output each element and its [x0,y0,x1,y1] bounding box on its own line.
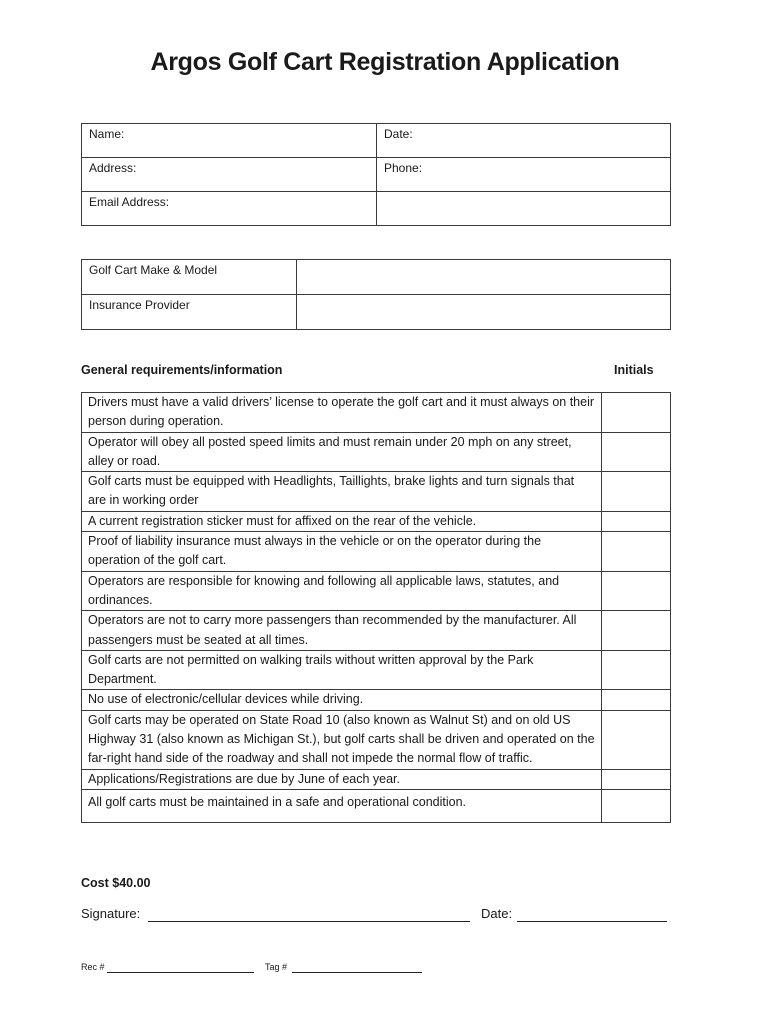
initials-field[interactable] [602,690,671,710]
initials-field[interactable] [602,650,671,690]
empty-cell [377,192,671,226]
rec-line[interactable] [107,972,254,973]
requirement-text: Golf carts must be equipped with Headlights, Taillights, brake lights and turn signals that are in working order [82,472,602,512]
initials-field[interactable] [602,769,671,789]
requirement-row [82,511,671,531]
requirement-row [82,710,671,769]
rec-label: Rec # [81,962,105,972]
requirement-row [82,571,671,611]
initials-heading: Initials [614,363,654,377]
make-model-field[interactable] [297,260,671,295]
requirement-text: No use of electronic/cellular devices while driving. [82,690,602,710]
signature-label: Signature: [81,906,141,921]
initials-field[interactable] [602,393,671,433]
requirement-text: Golf carts may be operated on State Road 10 (also known as Walnut St) and on old US Highway 31 (also known as Michigan St.), but golf carts shall be driven and operated on the far-right hand side of the roadway and shall not impede the normal flow of traffic. [82,710,602,769]
email-field[interactable]: Email Address: [82,192,377,226]
contact-info-table [81,123,671,226]
requirement-row [82,532,671,572]
requirement-text: Drivers must have a valid drivers’ license to operate the golf cart and it must always on their person during operation. [82,393,602,433]
requirement-row [82,611,671,651]
requirements-table [81,392,671,823]
requirement-row [82,769,671,789]
page-title: Argos Golf Cart Registration Application [150,48,620,76]
requirement-row [82,472,671,512]
initials-field[interactable] [602,472,671,512]
initials-field[interactable] [602,511,671,531]
initials-field[interactable] [602,710,671,769]
cost-label: Cost $40.00 [81,876,151,890]
cart-info-table [81,259,671,330]
requirements-heading: General requirements/information [81,363,283,377]
address-field[interactable]: Address: [82,158,377,192]
requirement-text: All golf carts must be maintained in a safe and operational condition. [82,789,602,822]
phone-field[interactable]: Phone: [377,158,671,192]
signature-line[interactable] [148,921,470,922]
requirement-row [82,432,671,472]
requirement-text: Operators are responsible for knowing and following all applicable laws, statutes, and ordinances. [82,571,602,611]
insurance-field[interactable] [297,295,671,330]
requirement-row [82,393,671,433]
make-model-label: Golf Cart Make & Model [82,260,297,295]
requirement-row [82,690,671,710]
tag-line[interactable] [292,972,422,973]
requirement-text: A current registration sticker must for affixed on the rear of the vehicle. [82,511,602,531]
signature-date-label: Date: [481,906,513,921]
requirement-text: Operator will obey all posted speed limits and must remain under 20 mph on any street, alley or road. [82,432,602,472]
initials-field[interactable] [602,571,671,611]
requirement-text: Proof of liability insurance must always in the vehicle or on the operator during the operation of the golf cart. [82,532,602,572]
initials-field[interactable] [602,532,671,572]
requirement-row [82,789,671,822]
tag-label: Tag # [265,962,288,972]
date-field[interactable]: Date: [377,124,671,158]
signature-date-line[interactable] [517,921,667,922]
requirement-text: Applications/Registrations are due by June of each year. [82,769,602,789]
name-field[interactable]: Name: [82,124,377,158]
insurance-label: Insurance Provider [82,295,297,330]
requirement-text: Operators are not to carry more passengers than recommended by the manufacturer. All passengers must be seated at all times. [82,611,602,651]
initials-field[interactable] [602,611,671,651]
requirement-text: Golf carts are not permitted on walking trails without written approval by the Park Department. [82,650,602,690]
initials-field[interactable] [602,432,671,472]
initials-field[interactable] [602,789,671,822]
requirement-row [82,650,671,690]
